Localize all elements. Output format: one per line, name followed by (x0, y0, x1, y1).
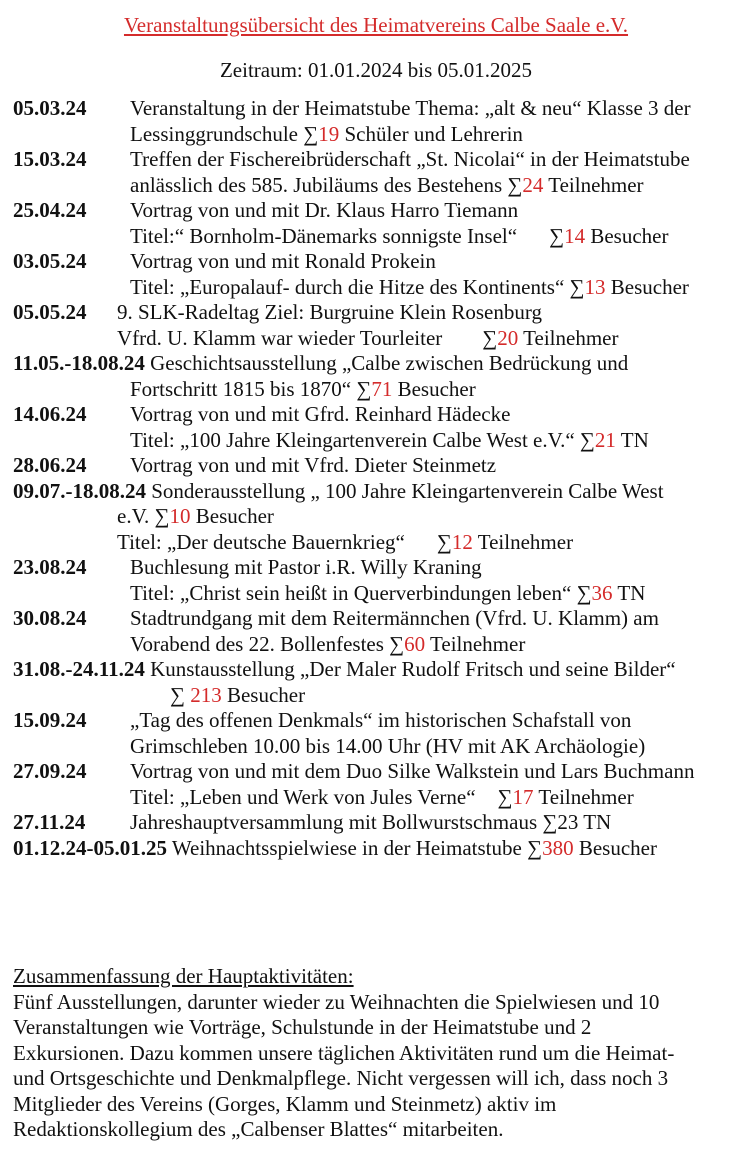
sum-symbol: ∑ (497, 784, 513, 809)
event-text: Besucher (392, 376, 476, 401)
event-text: Vortrag von und mit Gfrd. Reinhard Hädecke (130, 402, 511, 426)
attendee-count: 71 (371, 376, 393, 401)
summary-line: und Ortsgeschichte und Denkmalpflege. Nicht vergessen will ich, dass noch 3 (13, 1066, 669, 1090)
attendee-count: 21 (594, 427, 616, 452)
event-entry (13, 606, 749, 657)
sum-symbol: ∑ (356, 376, 372, 401)
event-text: Jahreshauptversammlung mit Bollwurstschmaus ∑23 TN (130, 810, 612, 834)
event-text: Titel: „Christ sein heißt in Querverbindungen leben“ (130, 580, 577, 605)
period-line: Zeitraum: 01.01.2024 bis 05.01.2025 (219, 58, 533, 82)
attendee-count: 14 (564, 223, 586, 248)
sum-symbol: ∑ (569, 274, 585, 299)
event-date: 14.06.24 (13, 402, 87, 426)
event-text: Kunstausstellung „Der Maler Rudolf Fritsch und seine Bilder“ (150, 657, 676, 681)
event-text: Titel: „Der deutsche Bauernkrieg“ (117, 529, 405, 554)
summary-line: Redaktionskollegium des „Calbenser Blattes“ mitarbeiten. (13, 1117, 504, 1141)
event-text: Besucher (221, 682, 306, 707)
attendee-count: 380 (542, 835, 574, 860)
sum-symbol: ∑ (579, 427, 595, 452)
event-text: Titel: „Europalauf- durch die Hitze des Kontinents“ (130, 274, 570, 299)
sum-symbol: ∑ (482, 325, 498, 350)
event-entry (13, 708, 749, 759)
sum-symbol: ∑ (549, 223, 565, 248)
summary-heading: Zusammenfassung der Hauptaktivitäten: (13, 964, 354, 988)
event-text: Teilnehmer (425, 631, 526, 656)
event-text: Besucher (605, 274, 689, 299)
event-date: 25.04.24 (13, 198, 87, 222)
event-text: Besucher (573, 835, 657, 860)
event-entry (13, 759, 749, 810)
event-entry (13, 147, 749, 198)
event-text: Besucher (190, 504, 274, 528)
event-text: TN (615, 427, 649, 452)
event-text: Vortrag von und mit Dr. Klaus Harro Tiemann (130, 198, 519, 222)
event-entry (13, 351, 749, 402)
event-text: TN (612, 580, 646, 605)
event-date: 28.06.24 (13, 453, 87, 477)
event-text: Vortrag von und mit Vfrd. Dieter Steinmetz (130, 453, 497, 477)
event-text: Titel:“ Bornholm-Dänemarks sonnigste Insel“ (130, 223, 518, 248)
event-date: 15.09.24 (13, 708, 87, 732)
event-date: 31.08.-24.11.24 (13, 657, 145, 681)
sum-symbol: ∑ (154, 504, 170, 528)
event-text: Vortrag von und mit Ronald Prokein (130, 249, 436, 273)
event-date: 05.03.24 (13, 96, 87, 120)
event-date: 23.08.24 (13, 555, 87, 579)
attendee-count: 12 (451, 529, 473, 554)
attendee-count: 10 (169, 504, 191, 528)
event-text: Veranstaltung in der Heimatstube Thema: „alt & neu“ Klasse 3 der (130, 96, 691, 120)
event-text: Geschichtsausstellung „Calbe zwischen Bedrückung und (150, 351, 629, 375)
event-date: 03.05.24 (13, 249, 87, 273)
event-text: Teilnehmer (543, 172, 644, 197)
event-entry (13, 300, 749, 351)
event-date: 15.03.24 (13, 147, 87, 171)
sum-symbol: ∑ (507, 172, 523, 197)
event-entry (13, 657, 749, 708)
event-list (13, 96, 749, 861)
event-entry (13, 402, 749, 453)
event-entry (13, 479, 749, 556)
event-entry (13, 198, 749, 249)
event-text: Titel: „100 Jahre Kleingartenverein Calbe West e.V.“ (130, 427, 580, 452)
event-entry (13, 836, 749, 862)
event-text: Teilnehmer (533, 784, 634, 809)
event-text: Stadtrundgang mit dem Reitermännchen (Vfrd. U. Klamm) am (130, 606, 659, 630)
event-entry (13, 96, 749, 147)
event-text: Fortschritt 1815 bis 1870“ (130, 376, 357, 401)
summary-line: Fünf Ausstellungen, darunter wieder zu Weihnachten die Spielwiesen und 10 (13, 989, 660, 1014)
sum-symbol: ∑ (303, 121, 319, 146)
document-title: Veranstaltungsübersicht des Heimatvereins Calbe Saale e.V. (123, 13, 629, 37)
event-date: 11.05.-18.08.24 (13, 351, 145, 375)
summary-line: Mitglieder des Vereins (Gorges, Klamm und Steinmetz) aktiv im (13, 1091, 557, 1116)
event-text: Vfrd. U. Klamm war wieder Tourleiter (117, 325, 443, 350)
event-text: Schüler und Lehrerin (339, 121, 523, 146)
sum-symbol: ∑ (389, 631, 405, 656)
event-text: e.V. (117, 504, 155, 528)
event-date: 27.11.24 (13, 810, 86, 834)
event-date: 27.09.24 (13, 759, 87, 783)
summary-section (13, 964, 749, 1143)
event-date: 05.05.24 (13, 300, 87, 324)
event-text: Teilnehmer (518, 325, 619, 350)
event-entry (13, 810, 749, 836)
event-text: Vortrag von und mit dem Duo Silke Walkstein und Lars Buchmann (130, 759, 695, 783)
event-text: Grimschleben 10.00 bis 14.00 Uhr (HV mit AK Archäologie) (130, 733, 646, 758)
event-text: anlässlich des 585. Jubiläums des Bestehens (130, 172, 508, 197)
event-text: Vorabend des 22. Bollenfestes (130, 631, 390, 656)
sum-symbol: ∑ (527, 835, 543, 860)
event-text: „Tag des offenen Denkmals“ im historischen Schafstall von (130, 708, 632, 732)
attendee-count: 20 (497, 325, 519, 350)
event-text: Titel: „Leben und Werk von Jules Verne“ (130, 784, 476, 809)
attendee-count: 24 (522, 172, 544, 197)
event-date: 01.12.24-05.01.25 (13, 835, 167, 860)
sum-symbol: ∑ (576, 580, 592, 605)
event-text: Sonderausstellung „ 100 Jahre Kleingartenverein Calbe West (151, 478, 664, 503)
event-text: Treffen der Fischereibrüderschaft „St. Nicolai“ in der Heimatstube (130, 147, 690, 171)
attendee-count: 17 (512, 784, 534, 809)
event-entry (13, 453, 749, 479)
event-entry (13, 249, 749, 300)
event-date: 30.08.24 (13, 606, 87, 630)
event-text: Teilnehmer (472, 529, 574, 554)
event-text: Besucher (585, 223, 669, 248)
attendee-count: 213 (190, 682, 222, 707)
event-text: Weihnachtsspielwiese in der Heimatstube (171, 835, 528, 860)
attendee-count: 19 (318, 121, 340, 146)
attendee-count: 60 (404, 631, 426, 656)
attendee-count: 36 (591, 580, 613, 605)
sum-symbol: ∑ (436, 529, 452, 554)
summary-line: Veranstaltungen wie Vorträge, Schulstunde in der Heimatstube und 2 (13, 1015, 592, 1039)
summary-line: Exkursionen. Dazu kommen unsere täglichen Aktivitäten rund um die Heimat- (13, 1040, 675, 1065)
summary-paragraph (13, 990, 749, 1143)
event-text: Lessinggrundschule (130, 121, 304, 146)
event-text: 9. SLK-Radeltag Ziel: Burgruine Klein Rosenburg (117, 300, 542, 324)
event-text: Buchlesung mit Pastor i.R. Willy Kraning (130, 555, 482, 579)
event-entry (13, 555, 749, 606)
attendee-count: 13 (584, 274, 606, 299)
sum-symbol: ∑ (170, 682, 185, 707)
event-date: 09.07.-18.08.24 (13, 478, 146, 503)
